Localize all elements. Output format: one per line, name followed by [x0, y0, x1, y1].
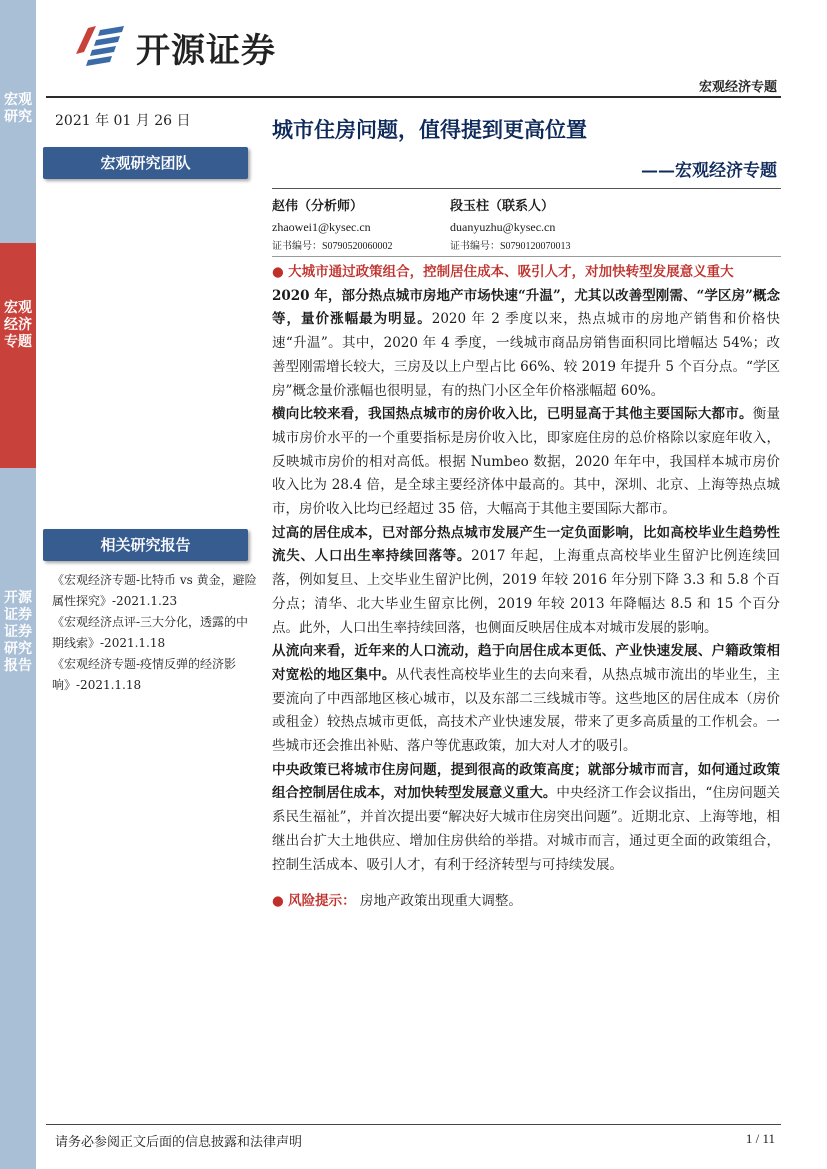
logo-text: 开源证券: [136, 30, 276, 71]
company-logo: [74, 22, 276, 72]
bullet-icon: ●: [272, 893, 284, 909]
lead-text: 大城市通过政策组合，控制居住成本、吸引人才，对加快转型发展意义重大: [288, 264, 734, 280]
footer-disclaimer: 请务必参阅正文后面的信息披露和法律声明: [55, 1135, 303, 1150]
paragraph-text: 2020 年 2 季度以来，热点城市的房地产销售和价格快速“升温”。其中，2020 年 4 季度，一线城市商品房销售面积同比增幅达 54%；改善型刚需增长较大，三房及以上户型占比 66%、较 2019 年提升 5 个百分点。“学区房”概念量价涨幅也很明显，有的热门小区全年价格涨幅超 60%。: [272, 311, 781, 399]
page-number: 1 / 11: [745, 1131, 775, 1146]
title-divider: [272, 188, 781, 189]
author-name: 赵伟（分析师）: [272, 199, 364, 214]
sidebar-top-label: 宏观研究: [4, 92, 32, 125]
author-cert: 证书编号：S0790120070013: [450, 241, 571, 252]
paragraph-bold: 2020 年，部分热点城市房地产市场快速“升温”，尤其以改善型刚需、“学区房”概念等，量价涨幅最为明显。: [272, 287, 780, 328]
report-subtitle: ——宏观经济专题: [641, 161, 777, 181]
lead-line: [272, 261, 780, 285]
author-cert: 证书编号：S0790520060002: [272, 241, 393, 252]
risk-text: 房地产政策出现重大调整。: [359, 893, 522, 909]
related-report-link[interactable]: 《宏观经济专题-比特币 vs 黄金，避险属性探究》-2021.1.23: [52, 573, 257, 608]
paragraph-bold: 过高的居住成本，已对部分热点城市发展产生一定负面影响，比如高校毕业生趋势性流失、人口出生率持续回落等。: [272, 524, 780, 565]
summary-paragraph: [272, 522, 780, 641]
team-label-box: 宏观研究团队: [43, 147, 248, 179]
summary-paragraph: [272, 640, 780, 759]
report-category: 宏观经济专题: [698, 80, 777, 95]
report-title: 城市住房问题，值得提到更高位置: [272, 117, 587, 142]
paragraph-bold: 中央政策已将城市住房问题，提到很高的政策高度；就部分城市而言，如何通过政策组合控制居住成本，对加快转型发展意义重大。: [272, 761, 780, 802]
author-name: 段玉柱（联系人）: [450, 199, 555, 214]
author-email[interactable]: zhaowei1@kysec.cn: [272, 220, 371, 234]
summary-paragraph: [272, 403, 780, 522]
bullet-icon: ●: [272, 264, 284, 280]
footer-divider: [46, 1124, 781, 1125]
summary-paragraph: [272, 285, 780, 404]
risk-label: 风险提示：: [288, 893, 356, 909]
paragraph-bold: 横向比较来看，我国热点城市的房价收入比，已明显高于其他主要国际大都市。: [272, 406, 753, 423]
paragraph-text: 衡量城市房价水平的一个重要指标是房价收入比，即家庭住房的总价格除以家庭年收入，反映城市房价的相对高低。根据 Numbeo 数据，2020 年年中，我国样本城市房价收入比为 28.4 倍，是全球主要经济体中最高的。其中，深圳、北京、上海等热点城市，房价收入比均已经超过 35 倍，大幅高于其他主要国际大都市。: [272, 406, 781, 518]
related-report-link[interactable]: 《宏观经济点评-三大分化，透露的中期线索》-2021.1.18: [52, 615, 249, 650]
logo-mark-icon: [74, 22, 134, 72]
related-reports-heading: 相关研究报告: [43, 529, 248, 561]
report-date: 2021 年 01 月 26 日: [55, 113, 191, 129]
sidebar-bottom-label: 开源证券 证券研究报告: [4, 590, 32, 674]
related-report-link[interactable]: 《宏观经济专题-疫情反弹的经济影响》-2021.1.18: [52, 657, 237, 692]
paragraph-bold: 从流向来看，近年来的人口流动，趋于向居住成本更低、产业快速发展、户籍政策相对宽松的地区集中。: [272, 643, 780, 683]
author-card: [450, 197, 571, 257]
left-sidebar: [0, 0, 36, 1169]
header-divider: [46, 96, 781, 98]
paragraph-text: 中央经济工作会议指出，“住房问题关系民生福祉”，并首次提出要“解决好大城市住房突出问题”。近期北京、上海等地，相继出台扩大土地供应、增加住房供给的举措。对城市而言，通过更全面的政策组合，控制生活成本、吸引人才，有利于经济转型与可持续发展。: [272, 785, 780, 873]
author-email[interactable]: duanyuzhu@kysec.cn: [450, 220, 556, 234]
sidebar-middle-label: 宏观经济专题: [4, 300, 32, 350]
summary-body: [272, 261, 780, 877]
paragraph-text: 从代表性高校毕业生的去向来看，从热点城市流出的毕业生，主要流向了中西部地区核心城市，以及东部二三线城市等。这些地区的居住成本（房价或租金）较热点城市更低，高技术产业快速发展，带来了更多高质量的工作机会。一些城市还会推出补贴、落户等优惠政策，加大对人才的吸引。: [272, 666, 780, 755]
summary-paragraph: [272, 759, 780, 878]
author-card: [272, 197, 393, 257]
paragraph-text: 2017 年起，上海重点高校毕业生留沪比例连续回落，例如复旦、上交毕业生留沪比例，2019 年较 2016 年分别下降 3.3 和 5.8 个百分点；清华、北大毕业生留京比例，2019 年较 2013 年降幅达 8.5 和 15 个百分点。此外，人口出生率持续回落，也侧面反映居住成本对城市发展的影响。: [272, 548, 781, 636]
sidebar-red-block: [0, 243, 36, 468]
risk-warning: [272, 889, 522, 909]
related-reports-list: [52, 570, 260, 696]
author-divider: [272, 256, 781, 257]
